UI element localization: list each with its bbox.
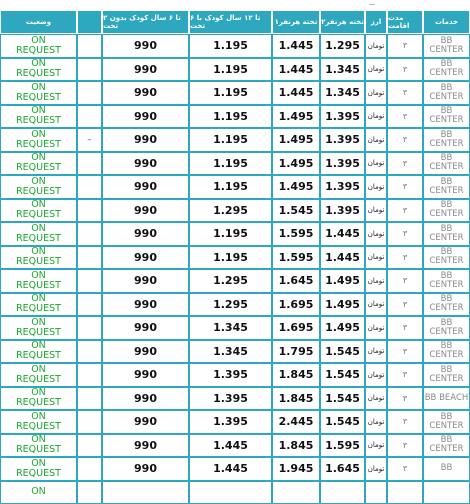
duration-cell: ۳ — [387, 175, 423, 199]
service-text: CENTER — [429, 328, 463, 337]
service-text: CENTER — [429, 375, 463, 384]
price-double: 1.395 — [320, 199, 365, 223]
price-single: 2.445 — [272, 410, 320, 434]
service-cell — [423, 269, 470, 293]
price-double: 1.395 — [320, 175, 365, 199]
price-single: 1.495 — [272, 128, 320, 152]
table-row — [0, 340, 470, 364]
table-row — [0, 105, 470, 129]
price-child-no-bed: 990 — [102, 293, 189, 317]
price-table — [0, 10, 470, 500]
top-divider — [369, 0, 375, 5]
service-text: CENTER — [429, 93, 463, 102]
currency-cell: تومان — [365, 316, 387, 340]
service-cell — [423, 457, 470, 481]
status-cell — [0, 457, 77, 481]
price-double: 1.495 — [320, 316, 365, 340]
price-child-no-bed: 990 — [102, 152, 189, 176]
status-text: REQUEST — [16, 469, 61, 479]
duration-cell: ۳ — [387, 128, 423, 152]
price-single: 1.695 — [272, 293, 320, 317]
price-child-no-bed: 990 — [102, 81, 189, 105]
service-cell — [423, 175, 470, 199]
price-child-no-bed: 990 — [102, 316, 189, 340]
service-text: BB — [441, 413, 453, 422]
service-cell — [423, 81, 470, 105]
status-text: ON — [31, 294, 46, 304]
service-text: CENTER — [429, 187, 463, 196]
status-text: ON — [31, 106, 46, 116]
note-cell — [77, 81, 102, 105]
price-double: 1.595 — [320, 434, 365, 458]
service-text: BB — [441, 107, 453, 116]
price-child-with-bed: 1.195 — [189, 246, 272, 270]
duration-cell: ۳ — [387, 457, 423, 481]
header-services: خدمات — [423, 10, 470, 34]
price-double: 1.645 — [320, 457, 365, 481]
price-double: 1.545 — [320, 387, 365, 411]
table-row — [0, 81, 470, 105]
status-cell — [0, 152, 77, 176]
table-row — [0, 363, 470, 387]
price-child-no-bed: 990 — [102, 410, 189, 434]
status-text: ON — [31, 153, 46, 163]
price-child-no-bed: 990 — [102, 434, 189, 458]
note-cell — [77, 58, 102, 82]
status-cell — [0, 175, 77, 199]
currency-cell — [365, 481, 387, 504]
status-text: REQUEST — [16, 398, 61, 408]
price-single: 1.495 — [272, 175, 320, 199]
price-double: 1.445 — [320, 222, 365, 246]
service-text: BB — [441, 60, 453, 69]
price-child-no-bed: 990 — [102, 222, 189, 246]
note-cell — [77, 199, 102, 223]
duration-cell: ۳ — [387, 363, 423, 387]
status-text: ON — [31, 271, 46, 281]
table-row — [0, 34, 470, 58]
service-text: CENTER — [429, 234, 463, 243]
service-text: BB — [441, 225, 453, 234]
price-single: 1.495 — [272, 105, 320, 129]
duration-cell — [387, 481, 423, 504]
price-child-no-bed: 990 — [102, 175, 189, 199]
price-double: 1.545 — [320, 340, 365, 364]
price-child-with-bed: 1.395 — [189, 410, 272, 434]
currency-cell: تومان — [365, 81, 387, 105]
status-text: REQUEST — [16, 46, 61, 56]
price-single: 1.595 — [272, 222, 320, 246]
service-cell — [423, 293, 470, 317]
service-text: CENTER — [429, 46, 463, 55]
price-child-with-bed: 1.195 — [189, 152, 272, 176]
status-text: REQUEST — [16, 422, 61, 432]
service-text: BB — [441, 178, 453, 187]
service-text: BB — [441, 272, 453, 281]
service-cell — [423, 152, 470, 176]
status-text: ON — [31, 487, 46, 497]
table-row — [0, 222, 470, 246]
price-child-no-bed: 990 — [102, 457, 189, 481]
status-text: REQUEST — [16, 445, 61, 455]
service-text: CENTER — [429, 257, 463, 266]
price-child-with-bed: 1.195 — [189, 175, 272, 199]
duration-cell: ۳ — [387, 316, 423, 340]
table-row — [0, 246, 470, 270]
header-note — [77, 10, 102, 34]
price-child-with-bed: 1.445 — [189, 434, 272, 458]
note-cell — [77, 105, 102, 129]
note-cell — [77, 410, 102, 434]
currency-cell: تومان — [365, 269, 387, 293]
status-text: REQUEST — [16, 187, 61, 197]
currency-cell: تومان — [365, 152, 387, 176]
price-single — [272, 481, 320, 504]
status-cell — [0, 481, 77, 504]
service-text: BB — [441, 464, 453, 473]
status-text: ON — [31, 200, 46, 210]
header-double: ۲تخته هرنفر — [320, 10, 365, 34]
table-row — [0, 481, 470, 504]
status-text: REQUEST — [16, 163, 61, 173]
service-cell — [423, 222, 470, 246]
currency-cell: تومان — [365, 128, 387, 152]
table-row — [0, 457, 470, 481]
price-single: 1.845 — [272, 434, 320, 458]
price-child-with-bed: 1.395 — [189, 363, 272, 387]
service-cell — [423, 363, 470, 387]
service-text: CENTER — [429, 210, 463, 219]
duration-cell: ۳ — [387, 340, 423, 364]
table-header — [0, 10, 470, 34]
price-single: 1.445 — [272, 58, 320, 82]
price-child-no-bed: 990 — [102, 387, 189, 411]
status-text: ON — [31, 36, 46, 46]
note-cell — [77, 222, 102, 246]
price-single: 1.945 — [272, 457, 320, 481]
status-cell — [0, 105, 77, 129]
service-text: BB — [441, 37, 453, 46]
duration-cell: ۳ — [387, 199, 423, 223]
price-child-with-bed: 1.395 — [189, 387, 272, 411]
note-cell — [77, 363, 102, 387]
price-double: 1.445 — [320, 246, 365, 270]
price-child-no-bed: 990 — [102, 246, 189, 270]
status-cell — [0, 387, 77, 411]
header-currency: ارز — [365, 10, 387, 34]
price-child-with-bed: 1.345 — [189, 340, 272, 364]
duration-cell: ۳ — [387, 246, 423, 270]
service-cell — [423, 58, 470, 82]
service-text: BB — [441, 131, 453, 140]
status-text: REQUEST — [16, 375, 61, 385]
note-cell — [77, 316, 102, 340]
price-double: 1.295 — [320, 34, 365, 58]
price-child-with-bed: 1.295 — [189, 199, 272, 223]
page-top-strip — [0, 0, 470, 9]
note-cell — [77, 34, 102, 58]
price-single: 1.845 — [272, 363, 320, 387]
duration-cell: ۳ — [387, 34, 423, 58]
price-child-with-bed: 1.195 — [189, 105, 272, 129]
status-text: REQUEST — [16, 93, 61, 103]
price-single: 1.595 — [272, 246, 320, 270]
duration-cell: ۳ — [387, 222, 423, 246]
price-double: 1.395 — [320, 152, 365, 176]
service-cell — [423, 128, 470, 152]
service-cell — [423, 387, 470, 411]
status-cell — [0, 34, 77, 58]
status-text: ON — [31, 318, 46, 328]
status-text: ON — [31, 177, 46, 187]
price-child-no-bed — [102, 481, 189, 504]
service-cell — [423, 340, 470, 364]
service-text: CENTER — [429, 422, 463, 431]
currency-cell: تومان — [365, 246, 387, 270]
service-text: BB — [441, 154, 453, 163]
currency-cell: تومان — [365, 293, 387, 317]
service-cell — [423, 199, 470, 223]
status-text: REQUEST — [16, 69, 61, 79]
price-child-no-bed: 990 — [102, 340, 189, 364]
status-text: REQUEST — [16, 116, 61, 126]
service-cell — [423, 246, 470, 270]
duration-cell: ۳ — [387, 410, 423, 434]
currency-cell: تومان — [365, 434, 387, 458]
note-cell: – — [77, 128, 102, 152]
status-cell — [0, 410, 77, 434]
duration-cell: ۳ — [387, 434, 423, 458]
service-cell — [423, 316, 470, 340]
status-text: REQUEST — [16, 351, 61, 361]
currency-cell: تومان — [365, 175, 387, 199]
price-single: 1.845 — [272, 387, 320, 411]
note-cell — [77, 340, 102, 364]
duration-cell: ۳ — [387, 81, 423, 105]
note-cell — [77, 152, 102, 176]
duration-cell: ۳ — [387, 387, 423, 411]
service-text: CENTER — [429, 140, 463, 149]
table-row — [0, 128, 470, 152]
status-cell — [0, 58, 77, 82]
price-double: 1.395 — [320, 105, 365, 129]
price-child-no-bed: 990 — [102, 363, 189, 387]
status-text: ON — [31, 388, 46, 398]
status-text: ON — [31, 459, 46, 469]
currency-cell: تومان — [365, 340, 387, 364]
table-row — [0, 293, 470, 317]
price-double: 1.545 — [320, 410, 365, 434]
price-child-with-bed: 1.295 — [189, 293, 272, 317]
status-cell — [0, 363, 77, 387]
status-text: ON — [31, 412, 46, 422]
service-cell — [423, 105, 470, 129]
note-cell — [77, 434, 102, 458]
price-child-with-bed — [189, 481, 272, 504]
table-row — [0, 175, 470, 199]
status-text: REQUEST — [16, 304, 61, 314]
header-duration: مدت اقامت — [387, 10, 423, 34]
table-row — [0, 269, 470, 293]
note-cell — [77, 269, 102, 293]
service-text: CENTER — [429, 304, 463, 313]
currency-cell: تومان — [365, 387, 387, 411]
status-cell — [0, 81, 77, 105]
status-text: ON — [31, 59, 46, 69]
note-cell — [77, 387, 102, 411]
price-child-no-bed: 990 — [102, 58, 189, 82]
status-cell — [0, 316, 77, 340]
price-single: 1.645 — [272, 269, 320, 293]
header-child-no-bed: ۲ تا ۶ سال کودک بدون تخت — [102, 10, 189, 34]
service-text: CENTER — [429, 163, 463, 172]
status-cell — [0, 269, 77, 293]
status-text: ON — [31, 224, 46, 234]
price-single: 1.445 — [272, 81, 320, 105]
status-text: ON — [31, 341, 46, 351]
status-text: REQUEST — [16, 257, 61, 267]
price-double: 1.395 — [320, 128, 365, 152]
status-text: REQUEST — [16, 210, 61, 220]
status-cell — [0, 222, 77, 246]
service-text: BB — [441, 366, 453, 375]
price-double — [320, 481, 365, 504]
status-text: ON — [31, 83, 46, 93]
price-single: 1.445 — [272, 34, 320, 58]
status-text: ON — [31, 130, 46, 140]
currency-cell: تومان — [365, 457, 387, 481]
duration-cell: ۳ — [387, 58, 423, 82]
price-child-with-bed: 1.195 — [189, 128, 272, 152]
currency-cell: تومان — [365, 363, 387, 387]
price-child-with-bed: 1.445 — [189, 457, 272, 481]
price-child-with-bed: 1.295 — [189, 269, 272, 293]
status-text: REQUEST — [16, 328, 61, 338]
service-cell — [423, 410, 470, 434]
currency-cell: تومان — [365, 410, 387, 434]
service-text: CENTER — [429, 351, 463, 360]
service-text: CENTER — [429, 281, 463, 290]
table-row — [0, 58, 470, 82]
price-child-no-bed: 990 — [102, 199, 189, 223]
duration-cell: ۳ — [387, 269, 423, 293]
note-cell — [77, 481, 102, 504]
price-double: 1.345 — [320, 58, 365, 82]
service-text: CENTER — [429, 69, 463, 78]
currency-cell: تومان — [365, 199, 387, 223]
price-child-no-bed: 990 — [102, 105, 189, 129]
price-child-with-bed: 1.195 — [189, 222, 272, 246]
price-double: 1.545 — [320, 363, 365, 387]
price-child-with-bed: 1.195 — [189, 81, 272, 105]
table-row — [0, 410, 470, 434]
price-single: 1.495 — [272, 152, 320, 176]
service-cell — [423, 481, 470, 504]
price-single: 1.545 — [272, 199, 320, 223]
currency-cell: تومان — [365, 58, 387, 82]
status-text: ON — [31, 365, 46, 375]
note-cell — [77, 175, 102, 199]
price-child-with-bed: 1.195 — [189, 34, 272, 58]
table-row — [0, 199, 470, 223]
price-double: 1.345 — [320, 81, 365, 105]
service-text: BB — [441, 201, 453, 210]
table-row — [0, 434, 470, 458]
header-single: ۱تخته هرنفر — [272, 10, 320, 34]
price-double: 1.495 — [320, 269, 365, 293]
service-text: BB BEACH — [425, 394, 469, 403]
price-single: 1.695 — [272, 316, 320, 340]
price-double: 1.495 — [320, 293, 365, 317]
price-child-no-bed: 990 — [102, 128, 189, 152]
service-cell — [423, 34, 470, 58]
status-cell — [0, 199, 77, 223]
status-text: REQUEST — [16, 281, 61, 291]
status-text: ON — [31, 247, 46, 257]
status-cell — [0, 340, 77, 364]
table-row — [0, 387, 470, 411]
service-text: BB — [441, 342, 453, 351]
status-cell — [0, 293, 77, 317]
table-row — [0, 316, 470, 340]
service-text: CENTER — [429, 445, 463, 454]
service-text: BB — [441, 436, 453, 445]
header-child-with-bed: ۶ تا ۱۲ سال کودک با تخت — [189, 10, 272, 34]
note-cell — [77, 246, 102, 270]
duration-cell: ۳ — [387, 152, 423, 176]
status-text: ON — [31, 435, 46, 445]
status-cell — [0, 434, 77, 458]
note-cell — [77, 457, 102, 481]
price-child-with-bed: 1.195 — [189, 58, 272, 82]
duration-cell: ۳ — [387, 105, 423, 129]
service-cell — [423, 434, 470, 458]
status-cell — [0, 246, 77, 270]
status-text: REQUEST — [16, 140, 61, 150]
service-text: BB — [441, 84, 453, 93]
price-child-no-bed: 990 — [102, 34, 189, 58]
table-row — [0, 152, 470, 176]
service-text: BB — [441, 295, 453, 304]
currency-cell: تومان — [365, 34, 387, 58]
service-text: CENTER — [429, 116, 463, 125]
duration-cell: ۳ — [387, 293, 423, 317]
price-single: 1.795 — [272, 340, 320, 364]
currency-cell: تومان — [365, 105, 387, 129]
status-text: REQUEST — [16, 234, 61, 244]
service-text: BB — [441, 248, 453, 257]
price-child-with-bed: 1.345 — [189, 316, 272, 340]
price-child-no-bed: 990 — [102, 269, 189, 293]
note-cell — [77, 293, 102, 317]
currency-cell: تومان — [365, 222, 387, 246]
status-cell — [0, 128, 77, 152]
header-status: وضعیت — [0, 10, 77, 34]
service-text: BB — [441, 319, 453, 328]
